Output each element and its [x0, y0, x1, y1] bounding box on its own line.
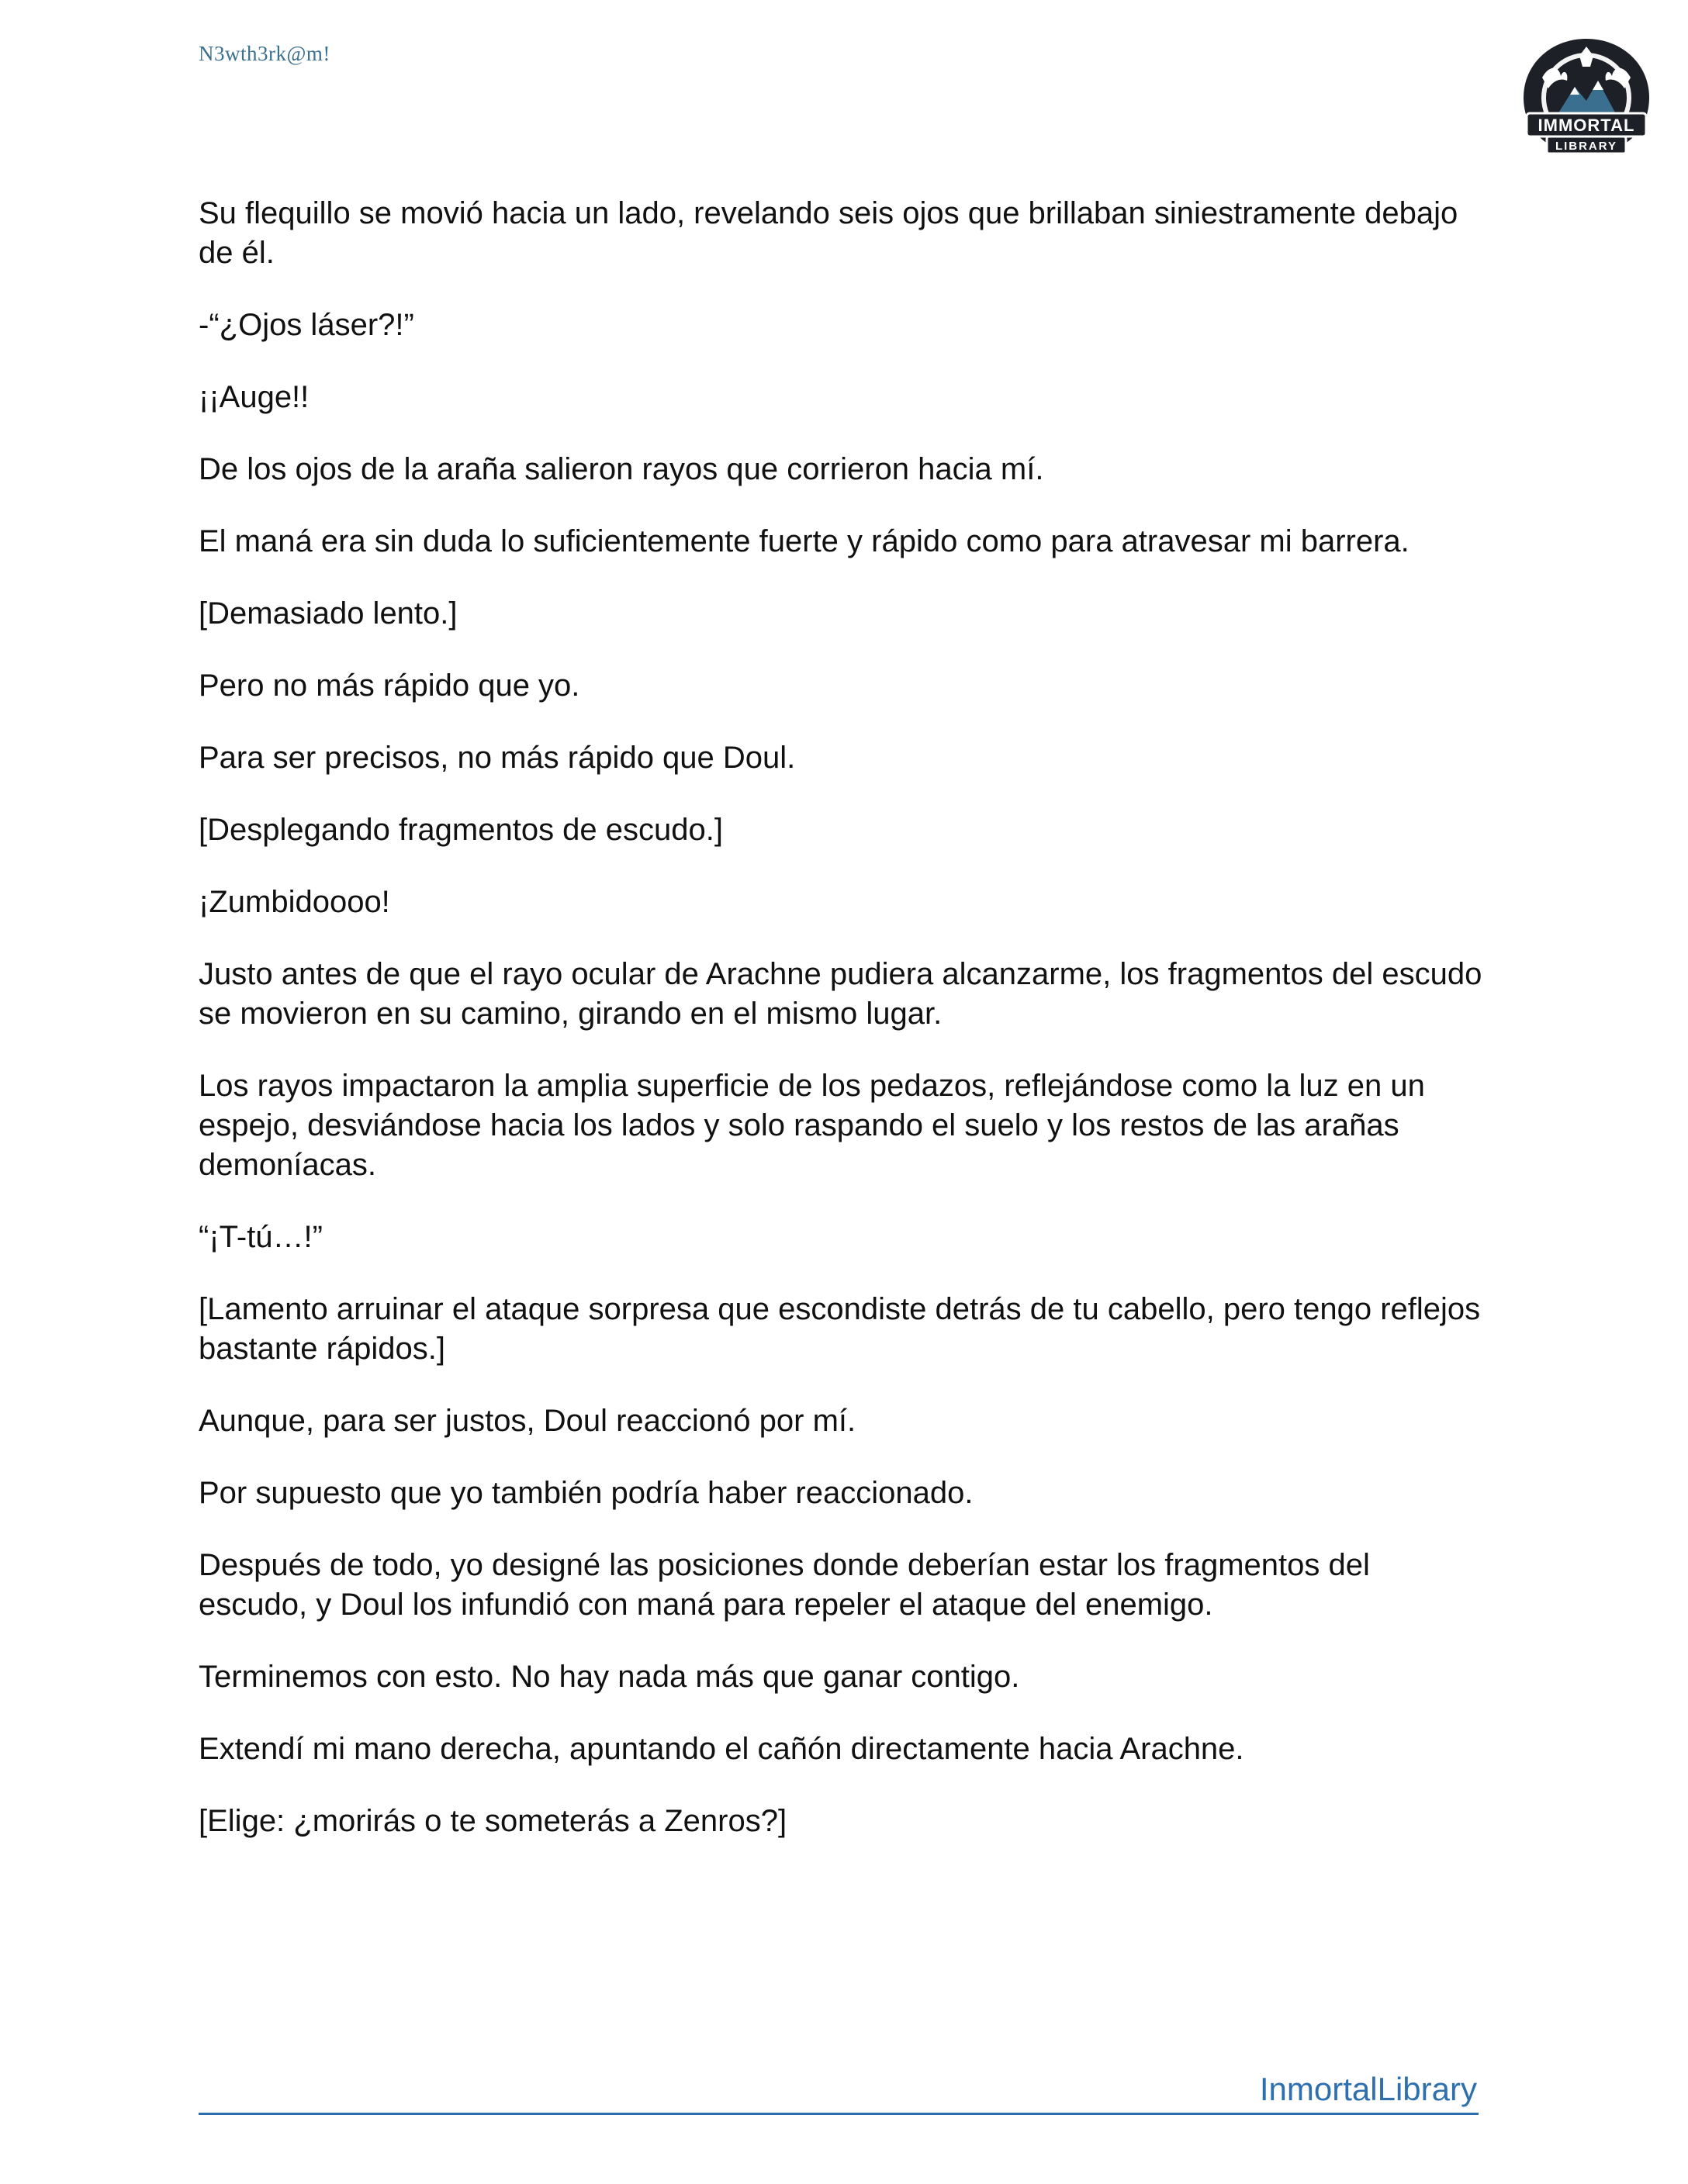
paragraph: Su flequillo se movió hacia un lado, revelando seis ojos que brillaban siniestramente debajo de él. — [199, 196, 1458, 270]
header-watermark: N3wth3rk@m! — [199, 42, 330, 65]
paragraph: Pero no más rápido que yo. — [199, 669, 580, 703]
document-body — [199, 194, 1486, 1874]
paragraph: [Demasiado lento.] — [199, 596, 458, 631]
paragraph: [Desplegando fragmentos de escudo.] — [199, 813, 723, 847]
footer-site-link[interactable]: InmortalLibrary — [1259, 2071, 1477, 2107]
immortal-library-logo-icon — [1513, 33, 1660, 163]
paragraph: De los ojos de la araña salieron rayos que corrieron hacia mí. — [199, 452, 1044, 486]
paragraph: ¡¡Auge!! — [199, 380, 310, 414]
paragraph: Extendí mi mano derecha, apuntando el cañón directamente hacia Arachne. — [199, 1732, 1244, 1766]
paragraph: El maná era sin duda lo suficientemente fuerte y rápido como para atravesar mi barrera. — [199, 524, 1410, 558]
paragraph: [Elige: ¿morirás o te someterás a Zenros?] — [199, 1804, 787, 1838]
paragraph: ¡Zumbidoooo! — [199, 885, 390, 919]
footer-divider — [199, 2113, 1479, 2115]
svg-text:LIBRARY: LIBRARY — [1555, 140, 1618, 153]
paragraph: [Lamento arruinar el ataque sorpresa que escondiste detrás de tu cabello, pero tengo reflejos bastante rápidos.] — [199, 1292, 1481, 1366]
paragraph: “¡T-tú…!” — [199, 1220, 323, 1254]
paragraph: Los rayos impactaron la amplia superficie de los pedazos, reflejándose como la luz en un espejo, desviándose hacia los lados y solo raspando el suelo y los restos de las arañas demoníacas. — [199, 1069, 1425, 1182]
paragraph: Aunque, para ser justos, Doul reaccionó por mí. — [199, 1404, 856, 1438]
svg-text:IMMORTAL: IMMORTAL — [1538, 116, 1635, 135]
paragraph: Por supuesto que yo también podría haber reaccionado. — [199, 1476, 974, 1510]
paragraph: -“¿Ojos láser?!” — [199, 308, 414, 342]
paragraph: Para ser precisos, no más rápido que Doul. — [199, 741, 796, 775]
paragraph: Después de todo, yo designé las posiciones donde deberían estar los fragmentos del escudo, y Doul los infundió con maná para repeler el ataque del enemigo. — [199, 1548, 1370, 1622]
paragraph: Justo antes de que el rayo ocular de Arachne pudiera alcanzarme, los fragmentos del escudo se movieron en su camino, girando en el mismo lugar. — [199, 957, 1482, 1031]
paragraph: Terminemos con esto. No hay nada más que ganar contigo. — [199, 1660, 1020, 1694]
